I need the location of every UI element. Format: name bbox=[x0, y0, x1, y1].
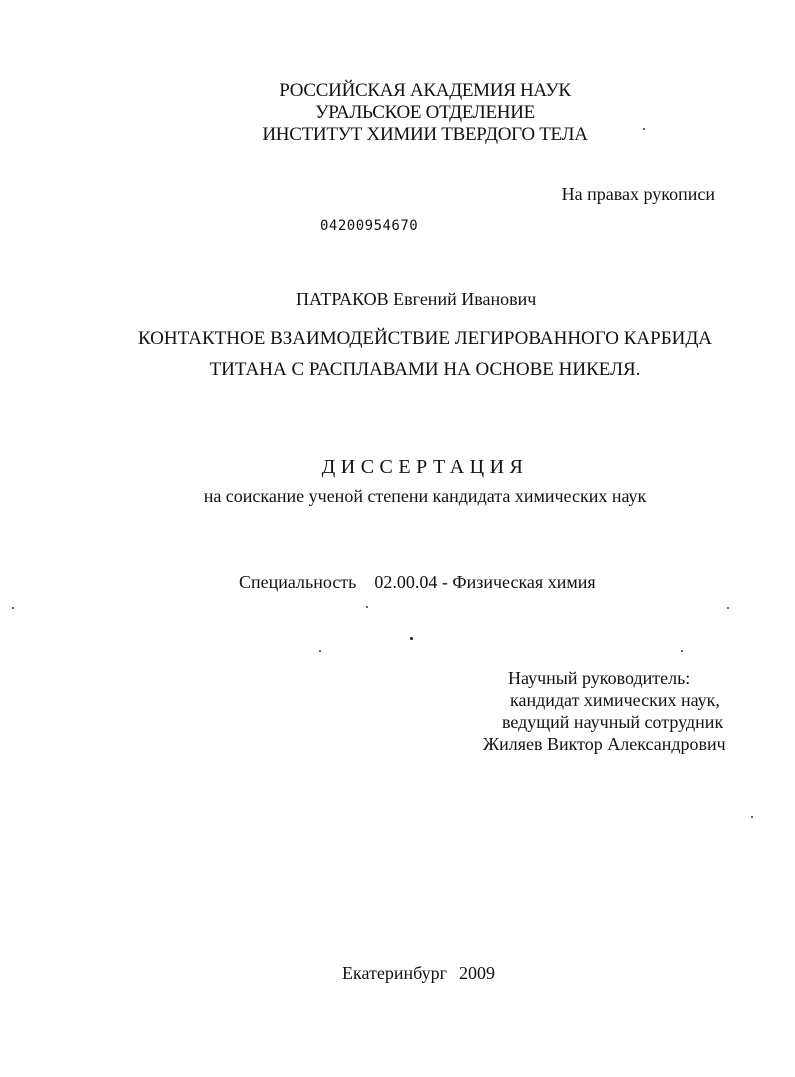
organization-line-1: РОССИЙСКАЯ АКАДЕМИЯ НАУК bbox=[279, 80, 571, 101]
organization-line-3: ИНСТИТУТ ХИМИИ ТВЕРДОГО ТЕЛА bbox=[262, 124, 588, 145]
advisor-heading: Научный руководитель: bbox=[508, 668, 691, 688]
scan-speck bbox=[12, 607, 14, 609]
advisor-degree: кандидат химических наук, bbox=[510, 690, 720, 710]
dissertation-heading: ДИССЕРТАЦИЯ bbox=[321, 456, 529, 478]
specialty-line bbox=[239, 572, 596, 593]
scan-speck bbox=[727, 607, 729, 609]
footer-year: 2009 bbox=[458, 963, 495, 983]
dissertation-title-line-1: КОНТАКТНОЕ ВЗАИМОДЕЙСТВИЕ ЛЕГИРОВАННОГО КАРБИДА bbox=[137, 328, 713, 349]
footer-city: Екатеринбург bbox=[342, 963, 447, 983]
scan-speck bbox=[751, 816, 753, 818]
scan-speck bbox=[681, 650, 683, 652]
author-name: ПАТРАКОВ Евгений Иванович bbox=[296, 289, 537, 309]
advisor-name: Жиляев Виктор Александрович bbox=[483, 734, 726, 754]
scan-speck bbox=[410, 637, 413, 640]
scan-speck bbox=[319, 650, 321, 652]
scan-speck bbox=[643, 128, 645, 130]
document-number: 04200954670 bbox=[320, 218, 419, 234]
degree-line: на соискание ученой степени кандидата химических наук bbox=[203, 486, 647, 506]
advisor-position: ведущий научный сотрудник bbox=[502, 712, 724, 732]
scan-speck bbox=[366, 606, 368, 608]
dissertation-title-line-2: ТИТАНА С РАСПЛАВАМИ НА ОСНОВЕ НИКЕЛЯ. bbox=[209, 359, 641, 380]
specialty-code: 02.00.04 - Физическая химия bbox=[374, 572, 596, 592]
specialty-label: Специальность bbox=[239, 572, 357, 592]
manuscript-note: На правах рукописи bbox=[561, 184, 715, 204]
footer-line bbox=[342, 963, 495, 984]
organization-line-2: УРАЛЬСКОЕ ОТДЕЛЕНИЕ bbox=[315, 102, 535, 123]
